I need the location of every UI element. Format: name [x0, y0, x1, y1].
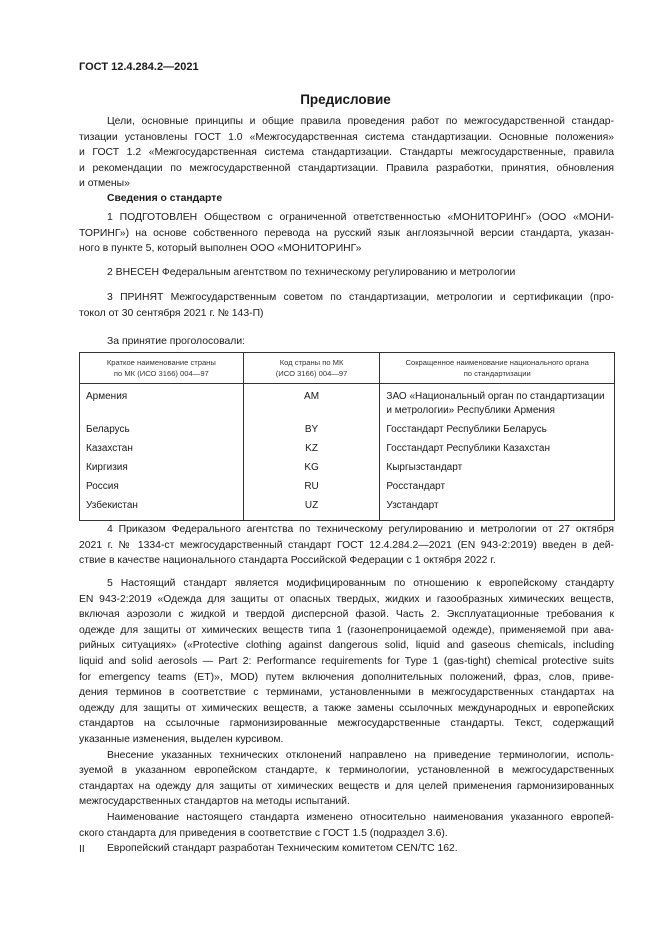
text-line: одежду для защиты от химических веществ, а также замены ссылочных международных и европейских — [79, 702, 614, 714]
table-header-cell: Краткое наименование страны по МК (ИСО 3166) 004—97 — [80, 353, 244, 384]
standards-body: Госстандарт Республики Беларусь — [380, 418, 615, 437]
country-name: Россия — [80, 475, 244, 494]
text-line: EN 943-2:2019 «Одежда для защиты от опасных твердых, жидких и газообразных химических веществ, — [79, 593, 614, 605]
item-1-paragraph — [79, 210, 614, 257]
section-heading: Сведения о стандарте — [107, 193, 223, 204]
table-row — [80, 384, 615, 419]
member-states-table — [79, 352, 615, 521]
table-header-row — [80, 353, 615, 384]
text-line: 4 Приказом Федерального агентства по техническому регулированию и метрологии от 27 октября — [107, 524, 614, 535]
country-code: BY — [243, 418, 380, 437]
text-line: ского стандарта для приведения в соответствие с ГОСТ 1.5 (подраздел 3.6). — [79, 827, 448, 839]
country-name: Беларусь — [80, 418, 244, 437]
text-line: включая аэрозоли с жидкой и твердой дисперсной фазой. Часть 2. Эксплуатационные требования к — [79, 609, 614, 621]
country-name: Армения — [80, 384, 244, 419]
text-line: и ГОСТ 1.2 «Межгосударственная система стандартизации. Стандарты межгосударственные, правила — [79, 147, 614, 159]
country-code: UZ — [243, 494, 380, 520]
country-code: AM — [243, 384, 380, 419]
standards-body: Росстандарт — [380, 475, 615, 494]
text-line: стандартах на одежду для защиты от химических веществ и для целей применения гармонизированных — [79, 780, 614, 792]
text-line: Европейский стандарт разработан Техническим комитетом CEN/TC 162. — [107, 843, 458, 855]
table-header-cell: Сокращенное наименование национального органа по стандартизации — [380, 353, 615, 384]
intro-paragraph — [79, 114, 614, 192]
country-code: RU — [243, 475, 380, 494]
standards-body: Узстандарт — [380, 494, 615, 520]
item-4-paragraph — [79, 522, 614, 569]
text-line: указанные изменения, выделен курсивом. — [79, 733, 284, 745]
text-line: дения терминов в соответствие с терминами, установленными в межгосударственных стандартах на — [79, 687, 614, 699]
country-name: Узбекистан — [80, 494, 244, 520]
item-2-paragraph: 2 ВНЕСЕН Федеральным агентством по техническому регулированию и метрологии — [107, 267, 516, 278]
page-number: II — [79, 844, 85, 855]
document-code: ГОСТ 12.4.284.2—2021 — [79, 61, 199, 73]
table-row — [80, 437, 615, 456]
text-line: ТОРИНГ») на основе собственного перевода на русский язык англоязычной версии стандарта, указан- — [79, 227, 614, 239]
page-title: Предисловие — [300, 92, 391, 107]
text-line: 5 Настоящий стандарт является модифицированным по отношению к европейскому стандарту — [107, 578, 614, 589]
text-line: Цели, основные принципы и общие правила проведения работ по межгосударственной стандар- — [107, 116, 614, 127]
country-code: KG — [243, 456, 380, 475]
table-row — [80, 475, 615, 494]
vote-label: За принятие проголосовали: — [107, 336, 246, 347]
country-code: KZ — [243, 437, 380, 456]
text-line: ствие в качестве национального стандарта Российской Федерации с 1 октября 2022 г. — [79, 555, 496, 567]
text-line: 1 ПОДГОТОВЛЕН Обществом с ограниченной ответственностью «МОНИТОРИНГ» (ООО «МОНИ- — [107, 212, 614, 223]
text-line: и рекомендации по межгосударственной стандартизации. Правила разработки, принятия, обновления — [79, 162, 614, 174]
standards-body: Кыргызстандарт — [380, 456, 615, 475]
table-row — [80, 418, 615, 437]
table-row — [80, 494, 615, 520]
text-line: 3 ПРИНЯТ Межгосударственным советом по стандартизации, метрологии и сертификации (про- — [107, 292, 614, 303]
text-line: токол от 30 сентября 2021 г. № 143-П) — [79, 307, 264, 319]
text-line: for emergency teams (ET)», MOD) путем включения дополнительных положений, фраз, слов, приве- — [79, 671, 614, 683]
text-line: одежде для защиты от химических веществ типа 1 (газонепроницаемой одежде), применяемой при ава- — [79, 624, 614, 636]
item-5-paragraph — [79, 576, 614, 857]
text-line: 2021 г. № 1334-ст межгосударственный стандарт ГОСТ 12.4.284.2—2021 (EN 943-2:2019) введен в дей- — [79, 539, 614, 551]
standards-body: Госстандарт Республики Казахстан — [380, 437, 615, 456]
item-3-paragraph — [79, 290, 614, 321]
text-line: и отмены» — [79, 178, 130, 190]
text-line: зуемой в указанном европейском стандарте, к терминологии, установленной в межгосударственных — [79, 765, 614, 777]
text-line: Наименование настоящего стандарта изменено относительно наименования указанного европей- — [107, 811, 614, 823]
country-name: Казахстан — [80, 437, 244, 456]
text-line: Внесение указанных технических отклонений направлено на приведение терминологии, исполь- — [107, 749, 614, 761]
text-line: ного в пункте 5, который выполнен ООО «МОНИТОРИНГ» — [79, 243, 362, 255]
text-line: межгосударственных стандартов на методы испытаний. — [79, 796, 350, 808]
text-line: рийных ситуациях» («Protective clothing against dangerous solid, liquid and gaseous chemicals, including — [79, 640, 614, 652]
text-line: стандартов на ссылочные гармонизированные межгосударственные стандарты. Текст, содержащий — [79, 718, 614, 730]
standards-body: ЗАО «Национальный орган по стандартизации и метрологии» Республики Армения — [380, 384, 615, 419]
text-line: тизации установлены ГОСТ 1.0 «Межгосударственная система стандартизации. Основные положения» — [79, 131, 614, 143]
table-row — [80, 456, 615, 475]
text-line: liquid and solid aerosols — Part 2: Performance requirements for Type 1 (gas-tight) chemical protective suits — [79, 655, 614, 667]
country-name: Киргизия — [80, 456, 244, 475]
table-header-cell: Код страны по МК (ИСО 3166) 004—97 — [243, 353, 380, 384]
